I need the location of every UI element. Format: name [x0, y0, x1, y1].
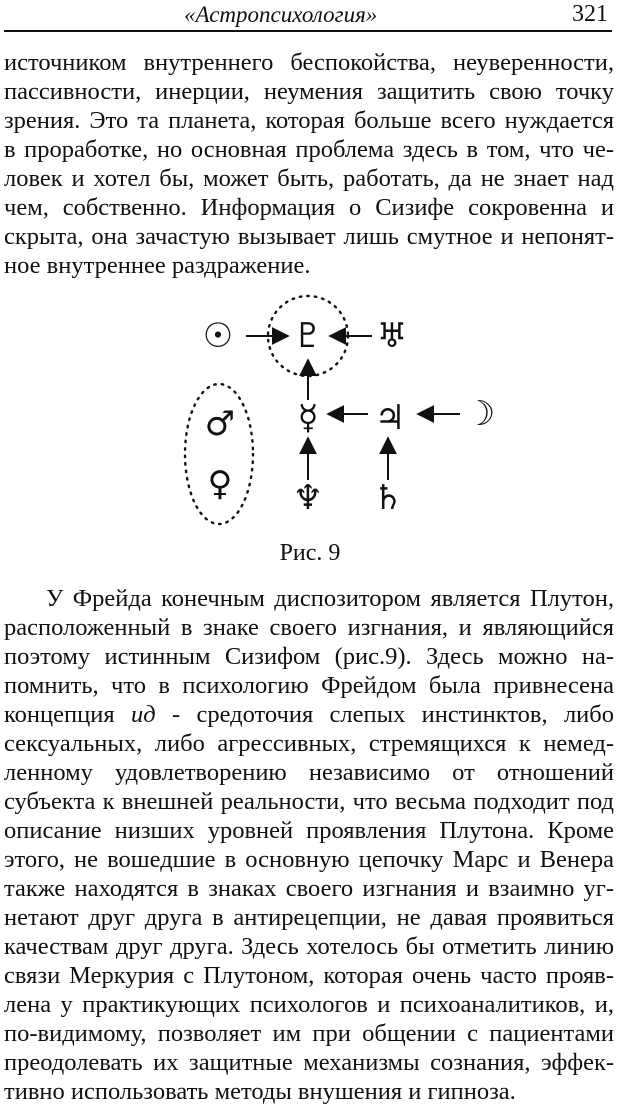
dispositor-diagram	[180, 290, 500, 530]
text-line: зрения. Это та планета, которая больше всего нуждается	[4, 107, 614, 134]
text-line: этого, не вошедшие в основную цепочку Марс и Венера	[4, 846, 614, 873]
text-line-with-italic	[4, 700, 614, 729]
text-line: ловек и хотел бы, может быть, работать, да не знает над	[4, 165, 614, 192]
moon-icon: ☽	[464, 394, 496, 434]
pluto-icon: ♇	[292, 316, 324, 356]
text-line: У Фрейда конечным диспозитором является Плутон,	[46, 585, 614, 612]
sun-icon: ☉	[202, 316, 234, 356]
venus-icon: ♀	[207, 464, 233, 504]
italic-term: ид	[130, 701, 156, 728]
text-line: источником внутреннего беспокойства, неуверенности,	[4, 49, 614, 76]
text-line: преодолевать их защитные механизмы сознания, эффек-	[4, 1049, 614, 1076]
saturn-icon: ♄	[372, 478, 404, 518]
text-line: субъекта к внешней реальности, что весьма подходит под	[4, 788, 614, 815]
text-line: лена у практикующих психологов и психоаналитиков, и,	[4, 991, 614, 1018]
text-line: скрыта, она зачастую вызывает лишь смутное и непонят-	[4, 223, 614, 250]
text-segment: - средоточия слепых инстинктов, либо	[155, 701, 615, 728]
running-title: «Астропсихология»	[184, 2, 378, 27]
text-segment: концепция	[4, 701, 131, 728]
text-line: в проработке, но основная проблема здесь в том, что че-	[4, 136, 614, 163]
text-line: пассивности, инерции, неумения защитить свою точку	[4, 78, 614, 105]
text-line: тивно использовать методы внушения и гипноза.	[4, 1078, 516, 1105]
figure-caption: Рис. 9	[279, 540, 341, 566]
mars-icon: ♂	[204, 404, 236, 444]
text-line: чем, собственно. Информация о Сизифе сокровенна и	[4, 194, 614, 221]
uranus-icon: ♅	[376, 316, 408, 356]
text-line: по-видимому, позволяет им при общении с пациентами	[4, 1020, 614, 1047]
text-line: сексуальных, либо агрессивных, стремящихся к немед-	[4, 730, 614, 757]
text-line: также находятся в знаках своего изгнания и взаимно уг-	[4, 875, 614, 902]
text-line: нетают друг друга в антирецепции, не давая проявиться	[4, 904, 614, 931]
page-number: 321	[572, 1, 608, 27]
jupiter-icon: ♃	[374, 398, 406, 438]
text-line: помнить, что в психологию Фрейдом была привнесена	[4, 672, 614, 699]
text-line: описание низших уровней проявления Плутона. Кроме	[4, 817, 614, 844]
text-line: качествам друг друга. Здесь хотелось бы отметить линию	[4, 933, 614, 960]
text-line: ленному удовлетворению независимо от отношений	[4, 759, 614, 786]
text-line: поэтому истинным Сизифом (рис.9). Здесь можно на-	[4, 643, 614, 670]
mercury-icon: ☿	[297, 398, 319, 438]
text-line: связи Меркурия с Плутоном, которая очень часто прояв-	[4, 962, 614, 989]
page-header	[4, 0, 612, 32]
text-line: ное внутреннее раздражение.	[4, 252, 311, 279]
paragraph-2	[4, 584, 614, 1106]
text-line: расположенный в знаке своего изгнания, и являющийся	[4, 614, 614, 641]
neptune-icon: ♆	[292, 478, 324, 518]
paragraph-1	[4, 48, 614, 280]
